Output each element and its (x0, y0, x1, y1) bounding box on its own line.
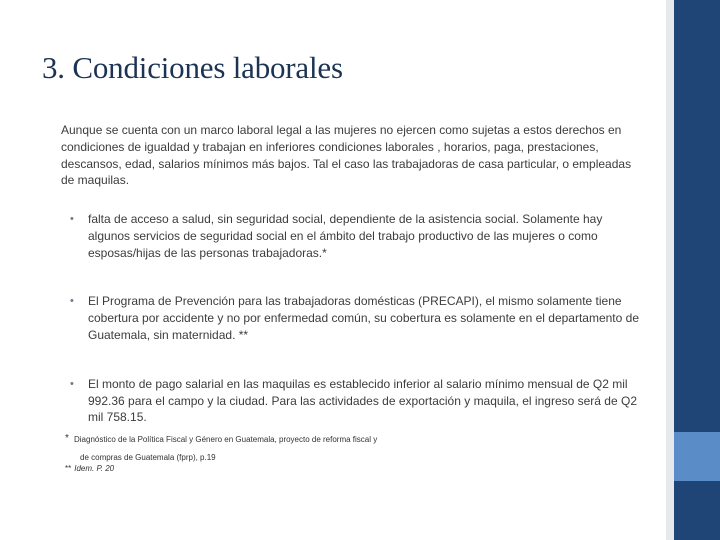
footnotes (65, 434, 645, 474)
bullet-text: falta de acceso a salud, sin seguridad social, dependiente de la asistencia social. Solamente hay algunos servicios de seguridad social en el ámbito del trabajo productivo de las mujeres o como esposas/hijas de las personas trabajadoras.* (88, 212, 603, 260)
bullet-dot-icon: • (70, 295, 74, 308)
bullet-dot-icon: • (70, 377, 74, 390)
side-bar-accent (674, 432, 720, 481)
footnote-1-symbol: * (65, 433, 69, 444)
intro-paragraph: Aunque se cuenta con un marco laboral legal a las mujeres no ejercen como sujetas a estos derechos en condiciones de igualdad y trabajan en inferiores condiciones laborales , horarios, paga, prestaciones, descansos, edad, salarios mínimos más bajos. Tal el caso las trabajadoras de casa particular, o empleadas de maquilas. (61, 123, 632, 188)
footnote-2-symbol: ** (65, 464, 72, 473)
side-gray-band (666, 0, 674, 540)
bullet-text: El monto de pago salarial en las maquilas es establecido inferior al salario mínimo mensual de Q2 mil 992.36 para el campo y la ciudad. Para las actividades de exportación y maquila, el ingreso será de Q2 mil 758.15. (88, 376, 637, 425)
bullet-list (70, 211, 640, 458)
bullet-item (70, 211, 640, 261)
side-bar-bottom (674, 481, 720, 540)
slide-title: 3. Condiciones laborales (42, 50, 343, 85)
footnote-1-line-1: Diagnóstico de la Política Fiscal y Género en Guatemala, proyecto de reforma fiscal y (74, 435, 378, 444)
bullet-dot-icon: • (70, 213, 74, 225)
footnote-2 (65, 463, 645, 474)
side-bar-top (674, 0, 720, 432)
bullet-item (70, 376, 640, 426)
footnote-2-text: Idem. P. 20 (74, 464, 115, 473)
bullet-text: El Programa de Prevención para las trabajadoras domésticas (PRECAPI), el mismo solamente tiene cobertura por accidente y no por enfermedad común, su cobertura es solamente en el departamento de Guatemala, sin maternidad. ** (88, 294, 639, 342)
bullet-item (70, 293, 640, 343)
footnote-1-line-2: de compras de Guatemala (fprp), p.19 (80, 453, 216, 462)
footnote-1 (65, 434, 645, 463)
